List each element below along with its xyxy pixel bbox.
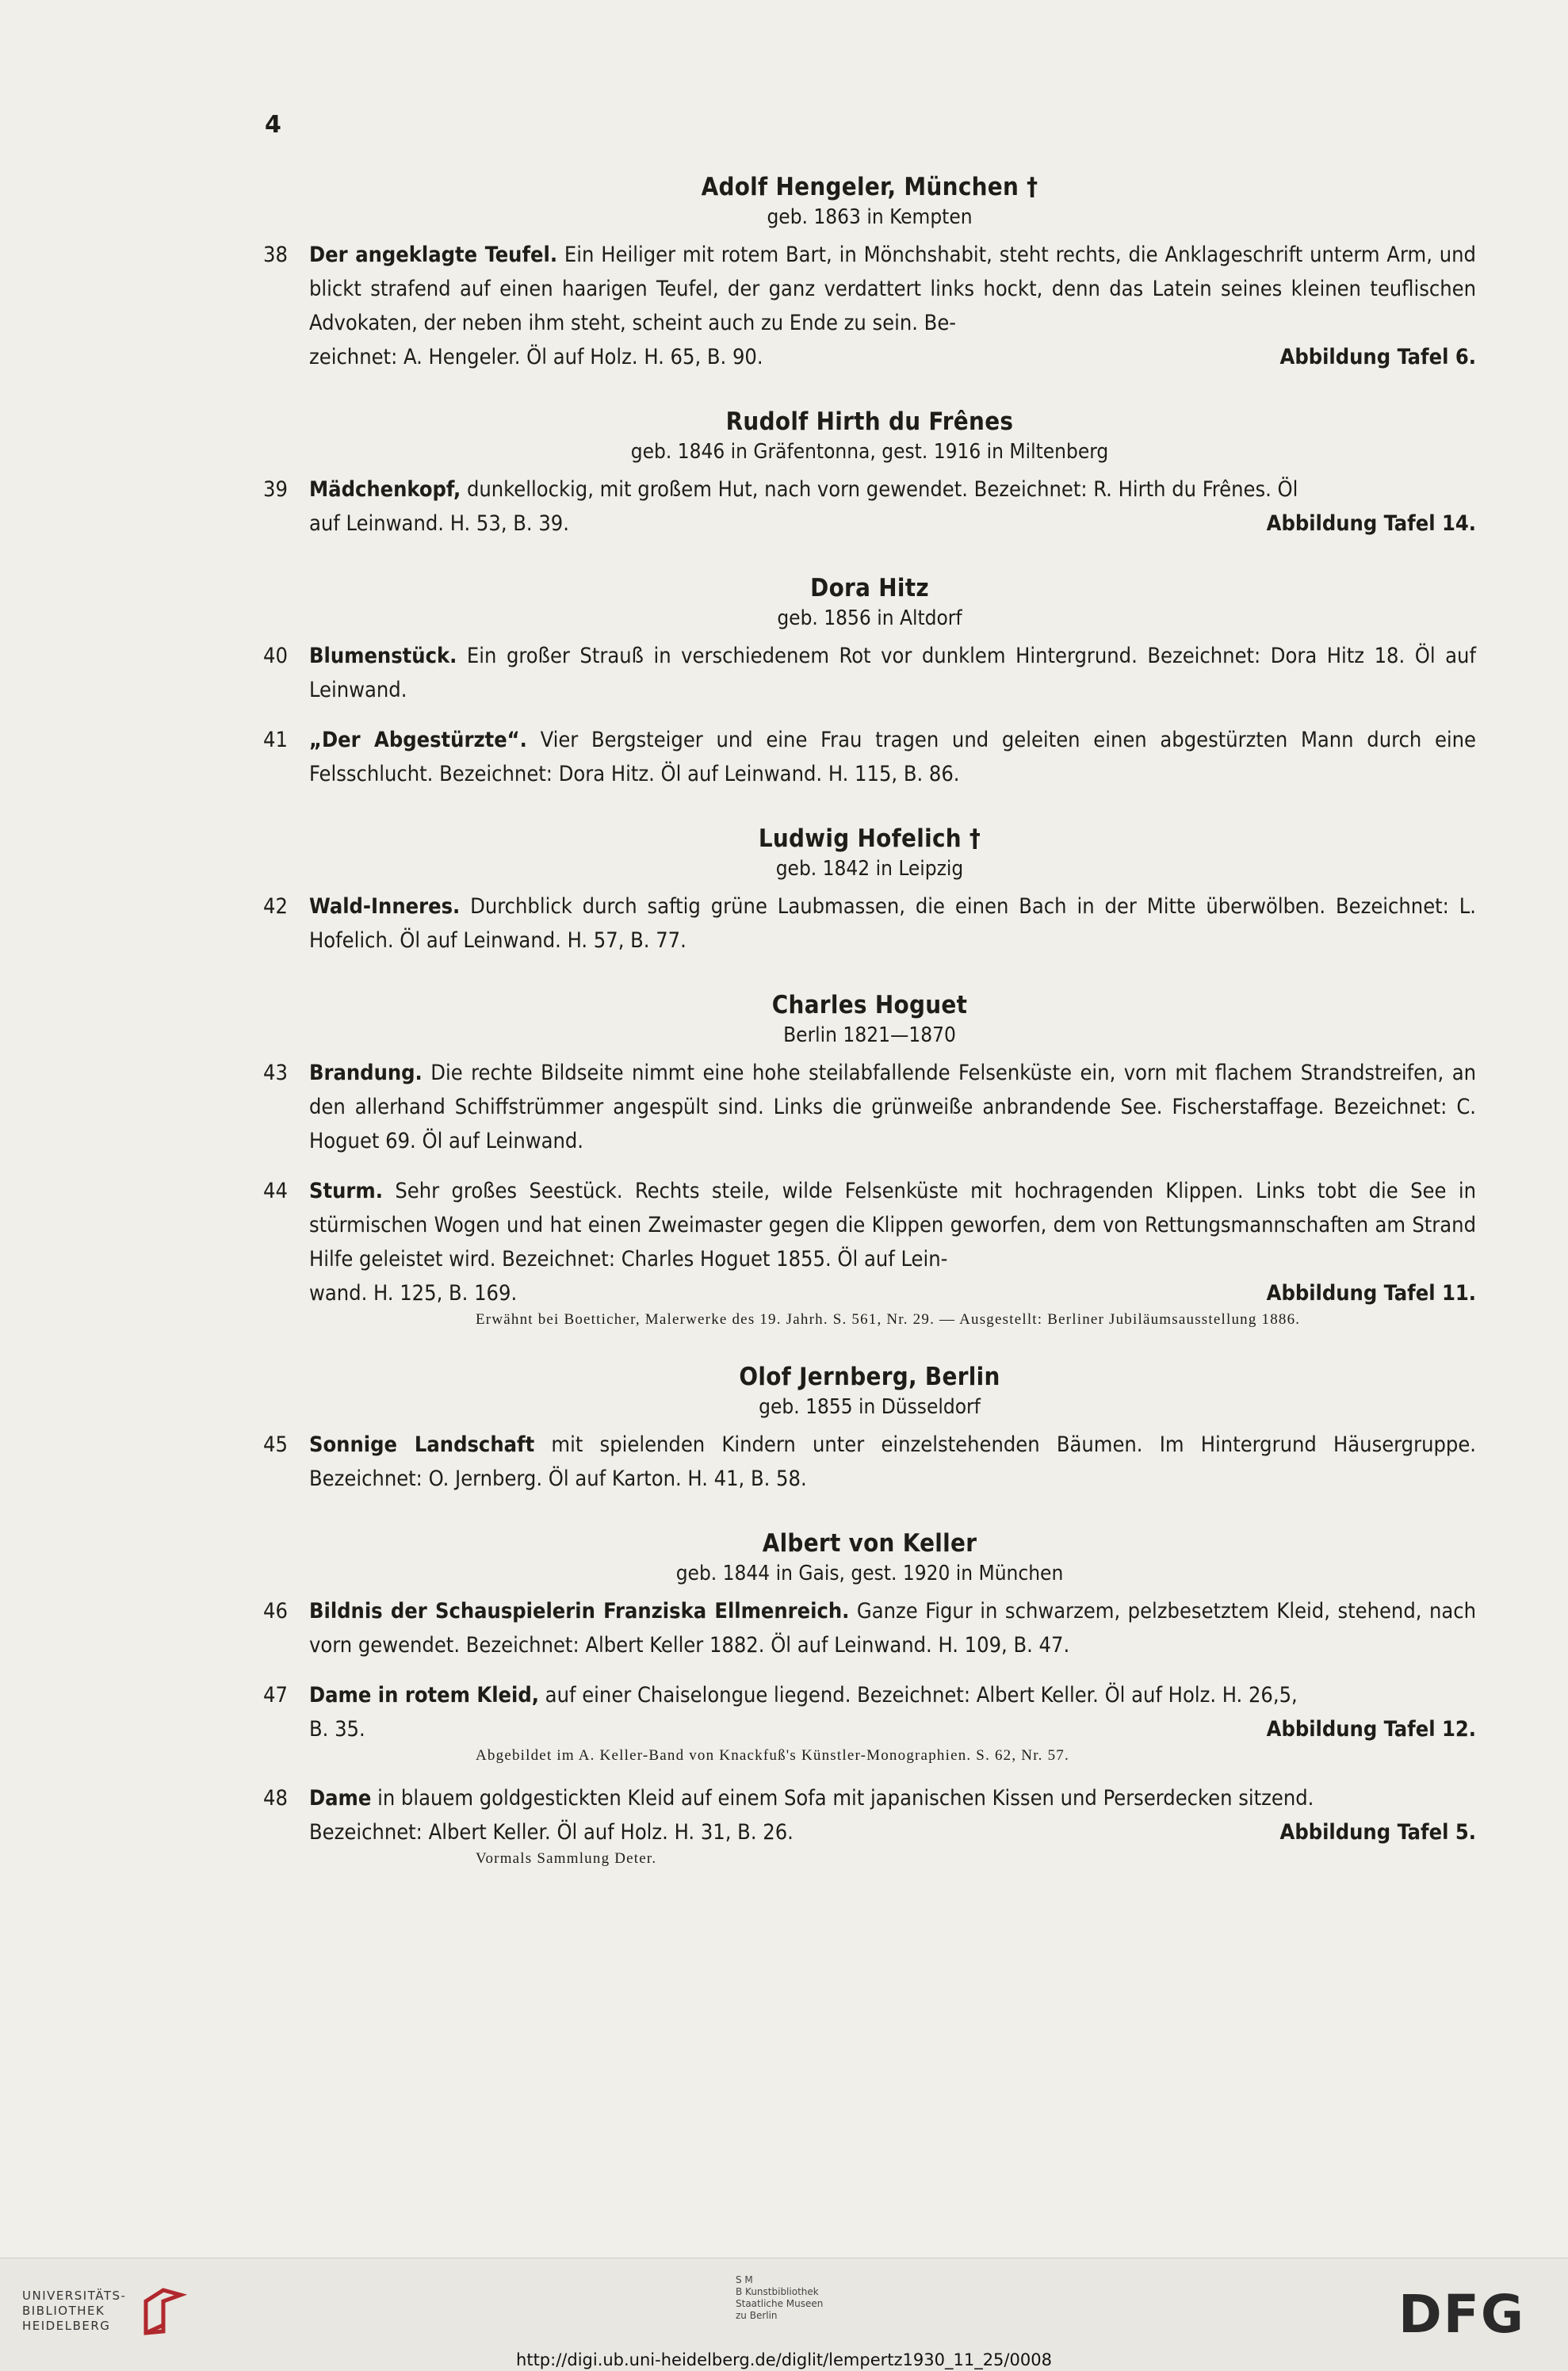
catalogue-entry bbox=[263, 1594, 1476, 1662]
lot-number: 39 bbox=[263, 477, 288, 502]
artwork-details: B. 35. bbox=[309, 1717, 365, 1742]
artwork-title: Dame bbox=[309, 1786, 372, 1811]
artwork-title: Blumenstück. bbox=[309, 644, 457, 668]
artwork-description: Ein Heiliger mit rotem Bart, in Mönchshabit, steht rechts, die Anklageschrift unterm Arm, und blickt strafend auf einen haarigen Teufel, der ganz verdattert links hockt, denn das Latein seines kleinen teuflischen Advokaten, der neben ihm steht, scheint auch zu Ende zu sein. Be- bbox=[309, 243, 1476, 335]
artwork-title: Wald-Inneres. bbox=[309, 894, 461, 919]
artwork-title: Sturm. bbox=[309, 1179, 383, 1203]
artist-name: Albert von Keller bbox=[762, 1529, 977, 1558]
catalogue-entry bbox=[263, 472, 1476, 541]
logo-line: B Kunstbibliothek bbox=[736, 2286, 819, 2297]
lot-number: 38 bbox=[263, 243, 288, 267]
catalogue-entry bbox=[263, 238, 1476, 374]
artist-heading bbox=[263, 823, 1476, 883]
plate-reference: Abbildung Tafel 14. bbox=[1266, 511, 1476, 536]
lot-number: 44 bbox=[263, 1179, 288, 1203]
artist-life-dates: geb. 1842 in Leipzig bbox=[775, 857, 964, 881]
provenance-note: Erwähnt bei Boetticher, Malerwerke des 19. Jahrh. S. 561, Nr. 29. — Ausgestellt: Berliner Jubiläumsausstellung 1886. bbox=[476, 1311, 1301, 1328]
catalogue-entry bbox=[263, 723, 1476, 791]
entry-body bbox=[309, 639, 1476, 707]
entry-body bbox=[309, 238, 1476, 340]
artist-section bbox=[263, 171, 1476, 374]
logo-line: BIBLIOTHEK bbox=[22, 2304, 105, 2318]
artist-section bbox=[263, 989, 1476, 1329]
artwork-title: Bildnis der Schauspielerin Franziska Ellmenreich. bbox=[309, 1599, 850, 1623]
artist-name: Ludwig Hofelich † bbox=[758, 824, 981, 853]
artist-name: Rudolf Hirth du Frênes bbox=[725, 407, 1014, 436]
entry-last-line bbox=[309, 507, 1476, 541]
artwork-details: auf Leinwand. H. 53, B. 39. bbox=[309, 511, 569, 536]
logo-line: UNIVERSITÄTS- bbox=[22, 2289, 127, 2303]
artist-section bbox=[263, 1361, 1476, 1496]
artwork-title: Der angeklagte Teufel. bbox=[309, 243, 558, 267]
artwork-description: dunkellockig, mit großem Hut, nach vorn gewendet. Bezeichnet: R. Hirth du Frênes. Öl bbox=[461, 477, 1298, 502]
artist-name: Charles Hoguet bbox=[771, 991, 968, 1019]
lot-number: 41 bbox=[263, 728, 288, 752]
artist-heading bbox=[263, 572, 1476, 633]
artwork-description: Ein großer Strauß in verschiedenem Rot vor dunklem Hintergrund. Bezeichnet: Dora Hitz 18. Öl auf Leinwand. bbox=[309, 644, 1476, 702]
artwork-description: Vier Bergsteiger und eine Frau tragen und geleiten einen abgestürzten Mann durch eine Felsschlucht. Bezeichnet: Dora Hitz. Öl auf Leinwand. H. 115, B. 86. bbox=[309, 728, 1476, 786]
artist-section bbox=[263, 572, 1476, 791]
artist-heading bbox=[263, 989, 1476, 1050]
catalogue-entry bbox=[263, 1678, 1476, 1746]
lot-number: 40 bbox=[263, 644, 288, 668]
entry-body bbox=[309, 1678, 1476, 1712]
logo-line: zu Berlin bbox=[736, 2310, 778, 2321]
entry-body bbox=[309, 1594, 1476, 1662]
plate-reference: Abbildung Tafel 11. bbox=[1266, 1281, 1476, 1306]
artist-name: Dora Hitz bbox=[810, 574, 929, 602]
university-library-logo[interactable] bbox=[22, 2289, 126, 2334]
entry-last-line bbox=[309, 340, 1476, 374]
artwork-details: wand. H. 125, B. 169. bbox=[309, 1281, 518, 1306]
artist-life-dates: Berlin 1821—1870 bbox=[783, 1023, 956, 1047]
kunstbibliothek-logo[interactable] bbox=[736, 2274, 847, 2322]
artwork-details: zeichnet: A. Hengeler. Öl auf Holz. H. 65, B. 90. bbox=[309, 345, 763, 369]
artist-section bbox=[263, 1528, 1476, 1868]
artwork-title: Mädchenkopf, bbox=[309, 477, 461, 502]
entry-body bbox=[309, 1428, 1476, 1496]
catalogue-entry bbox=[263, 1056, 1476, 1158]
lot-number: 45 bbox=[263, 1432, 288, 1457]
catalogue-entry bbox=[263, 1428, 1476, 1496]
artist-life-dates: geb. 1844 in Gais, gest. 1920 in München bbox=[675, 1562, 1064, 1585]
logo-line: HEIDELBERG bbox=[22, 2319, 111, 2333]
artwork-description: auf einer Chaiselongue liegend. Bezeichnet: Albert Keller. Öl auf Holz. H. 26,5, bbox=[538, 1683, 1298, 1708]
catalogue-content bbox=[263, 171, 1476, 1868]
artwork-details: Bezeichnet: Albert Keller. Öl auf Holz. H. 31, B. 26. bbox=[309, 1820, 794, 1845]
catalogue-entry bbox=[263, 889, 1476, 958]
artwork-description: Die rechte Bildseite nimmt eine hohe steilabfallende Felsenküste ein, vorn mit flachem Strandstreifen, an den allerhand Schiffstrümmer angespült sind. Links die grünweiße anbrandende See. Fischerstaffage. Bezeichnet: C. Hoguet 69. Öl auf Leinwand. bbox=[309, 1061, 1476, 1153]
provenance-note: Abgebildet im A. Keller-Band von Knackfuß's Künstler-Monographien. S. 62, Nr. 57. bbox=[476, 1747, 1069, 1764]
artist-name: Olof Jernberg, Berlin bbox=[739, 1363, 1000, 1391]
lot-number: 46 bbox=[263, 1599, 288, 1623]
dfg-logo[interactable]: DFG bbox=[1398, 2284, 1526, 2345]
artwork-title: Sonnige Landschaft bbox=[309, 1432, 535, 1457]
artist-life-dates: geb. 1855 in Düsseldorf bbox=[759, 1395, 981, 1419]
entry-last-line bbox=[309, 1712, 1476, 1746]
artist-section bbox=[263, 823, 1476, 958]
catalogue-entry bbox=[263, 1174, 1476, 1310]
provenance-note: Vormals Sammlung Deter. bbox=[476, 1850, 657, 1867]
entry-body bbox=[309, 1056, 1476, 1158]
artwork-description: mit spielenden Kindern unter einzelstehenden Bäumen. Im Hintergrund Häusergruppe. Bezeichnet: O. Jernberg. Öl auf Karton. H. 41, B. 58. bbox=[309, 1432, 1476, 1491]
artwork-description: Ganze Figur in schwarzem, pelzbesetztem Kleid, stehend, nach vorn gewendet. Bezeichnet: Albert Keller 1882. Öl auf Leinwand. H. 109, B. 47. bbox=[309, 1599, 1476, 1658]
artist-life-dates: geb. 1863 in Kempten bbox=[767, 205, 973, 229]
lot-number: 43 bbox=[263, 1061, 288, 1085]
plate-reference: Abbildung Tafel 6. bbox=[1279, 345, 1476, 369]
lot-number: 42 bbox=[263, 894, 288, 919]
artist-heading bbox=[263, 406, 1476, 466]
plate-reference: Abbildung Tafel 12. bbox=[1266, 1717, 1476, 1742]
entry-body bbox=[309, 723, 1476, 791]
artwork-description: in blauem goldgestickten Kleid auf einem Sofa mit japanischen Kissen und Perserdecken sitzend. bbox=[371, 1786, 1314, 1811]
entry-last-line bbox=[309, 1815, 1476, 1849]
artist-name: Adolf Hengeler, München † bbox=[701, 173, 1038, 201]
plate-reference: Abbildung Tafel 5. bbox=[1279, 1820, 1476, 1845]
lot-number: 48 bbox=[263, 1786, 288, 1811]
logo-line: Staatliche Museen bbox=[736, 2298, 824, 2309]
artist-heading bbox=[263, 171, 1476, 231]
entry-body bbox=[309, 1174, 1476, 1276]
artist-life-dates: geb. 1856 in Altdorf bbox=[777, 606, 962, 630]
artwork-title: Dame in rotem Kleid, bbox=[309, 1683, 539, 1708]
artwork-title: „Der Abgestürzte“. bbox=[309, 728, 527, 752]
entry-last-line bbox=[309, 1276, 1476, 1310]
library-mark-icon bbox=[140, 2284, 187, 2339]
catalogue-entry bbox=[263, 1781, 1476, 1849]
artwork-title: Brandung. bbox=[309, 1061, 423, 1085]
entry-body bbox=[309, 889, 1476, 958]
page-number: 4 bbox=[265, 111, 281, 139]
viewer-footer bbox=[0, 2258, 1568, 2371]
lot-number: 47 bbox=[263, 1683, 288, 1708]
entry-body bbox=[309, 472, 1476, 507]
logo-line: S M bbox=[736, 2274, 753, 2285]
artist-heading bbox=[263, 1361, 1476, 1421]
artwork-description: Durchblick durch saftig grüne Laubmassen, die einen Bach in der Mitte überwölben. Bezeichnet: L. Hofelich. Öl auf Leinwand. H. 57, B. 77. bbox=[309, 894, 1476, 953]
artist-section bbox=[263, 406, 1476, 541]
permalink-url[interactable]: http://digi.ub.uni-heidelberg.de/diglit/lempertz1930_11_25/0008 bbox=[516, 2350, 1052, 2369]
artist-heading bbox=[263, 1528, 1476, 1588]
artwork-description: Sehr großes Seestück. Rechts steile, wilde Felsenküste mit hochragenden Klippen. Links tobt die See in stürmischen Wogen und hat einen Zweimaster gegen die Klippen geworfen, dem von Rettungsmannschaften am Strand Hilfe geleistet wird. Bezeichnet: Charles Hoguet 1855. Öl auf Lein- bbox=[309, 1179, 1476, 1272]
catalogue-entry bbox=[263, 639, 1476, 707]
artist-life-dates: geb. 1846 in Gräfentonna, gest. 1916 in Miltenberg bbox=[630, 440, 1109, 464]
entry-body bbox=[309, 1781, 1476, 1815]
